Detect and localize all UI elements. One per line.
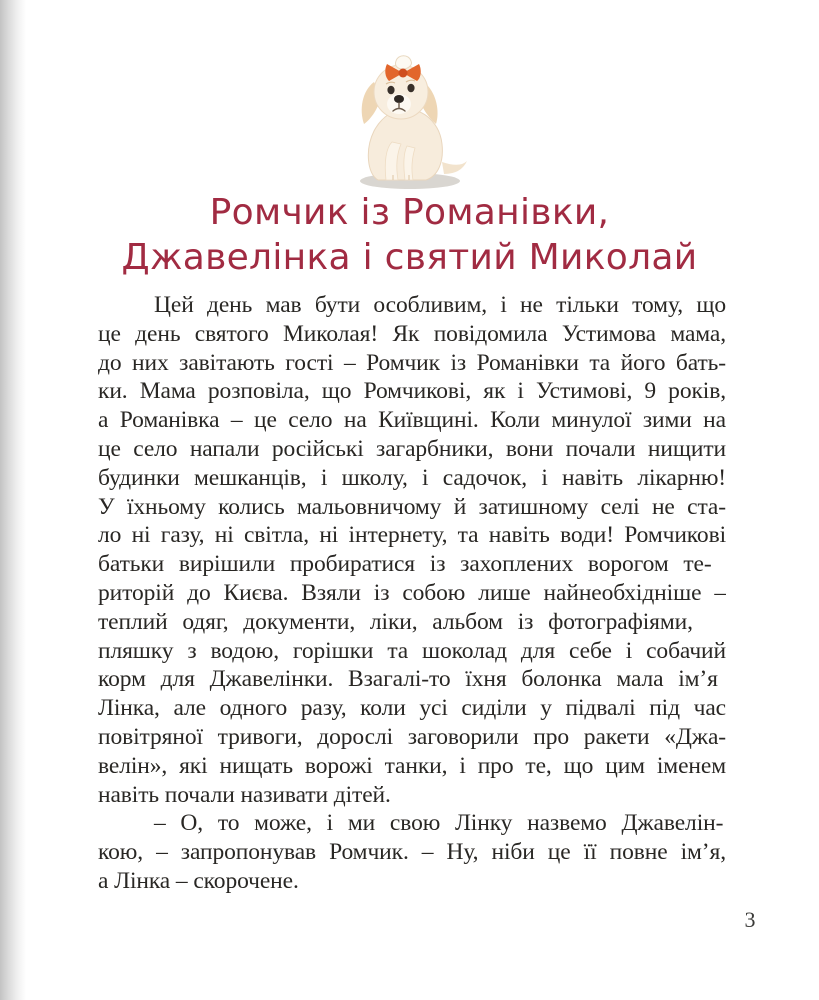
story-line: батьки вирішили пробиратися із захоплених ворогом те-	[98, 551, 712, 578]
story-line: Лінка, але одного разу, коли усі сиділи у підвалі під час	[98, 695, 726, 722]
story-line: – О, то може, і ми свою Лінку назвемо Джавелін-	[154, 810, 724, 837]
story-line: будинки мешканців, і школу, і садочок, і навіть лікарню!	[98, 464, 726, 491]
puppy-with-bow-icon	[348, 52, 470, 192]
page-gutter-shadow	[0, 0, 26, 1000]
story-text	[98, 291, 726, 896]
story-line: а Романівка – це село на Київщині. Коли минулої зими на	[98, 407, 726, 434]
story-line: повітряної тривоги, дорослі заговорили про ракети «Джа-	[98, 723, 726, 750]
story-line: кою, – запропонував Ромчик. – Ну, ніби це її повне ім’я,	[98, 839, 726, 866]
story-line: до них завітають гості – Ромчик із Романівки та його бать-	[98, 349, 726, 376]
story-line: пляшку з водою, горішки та шоколад для себе і собачий	[98, 637, 726, 664]
chapter-title-line-2: Джавелінка і святий Миколай	[121, 237, 698, 278]
story-line: велін», які нищать ворожі танки, і про те, що цим іменем	[98, 752, 726, 779]
puppy-illustration	[348, 52, 470, 192]
page-number: 3	[744, 907, 756, 932]
story-line: ки. Мама розповіла, що Ромчикові, як і Устимові, 9 років,	[98, 378, 726, 405]
story-line: це день святого Миколая! Як повідомила Устимова мама,	[98, 320, 726, 347]
story-line: риторій до Києва. Взяли із собою лише найнеобхідніше –	[98, 579, 726, 606]
story-line: а Лінка – скорочене.	[98, 867, 299, 894]
story-line: Цей день мав бути особливим, і не тільки тому, що	[154, 292, 726, 318]
story-line: теплий одяг, документи, ліки, альбом із фотографіями,	[98, 608, 693, 635]
story-line: навіть почали називати дітей.	[98, 781, 391, 808]
story-line: корм для Джавелінки. Взагалі-то їхня болонка мала ім’я	[98, 666, 718, 693]
story-line: У їхньому колись мальовничому й затишному селі не ста-	[98, 493, 726, 520]
chapter-title-line-1: Ромчик із Романівки,	[209, 192, 610, 233]
chapter-title	[0, 190, 819, 280]
story-line: це село напали російські загарбники, вони почали нищити	[98, 435, 726, 462]
story-line: ло ні газу, ні світла, ні інтернету, та навіть води! Ромчикові	[98, 522, 726, 549]
